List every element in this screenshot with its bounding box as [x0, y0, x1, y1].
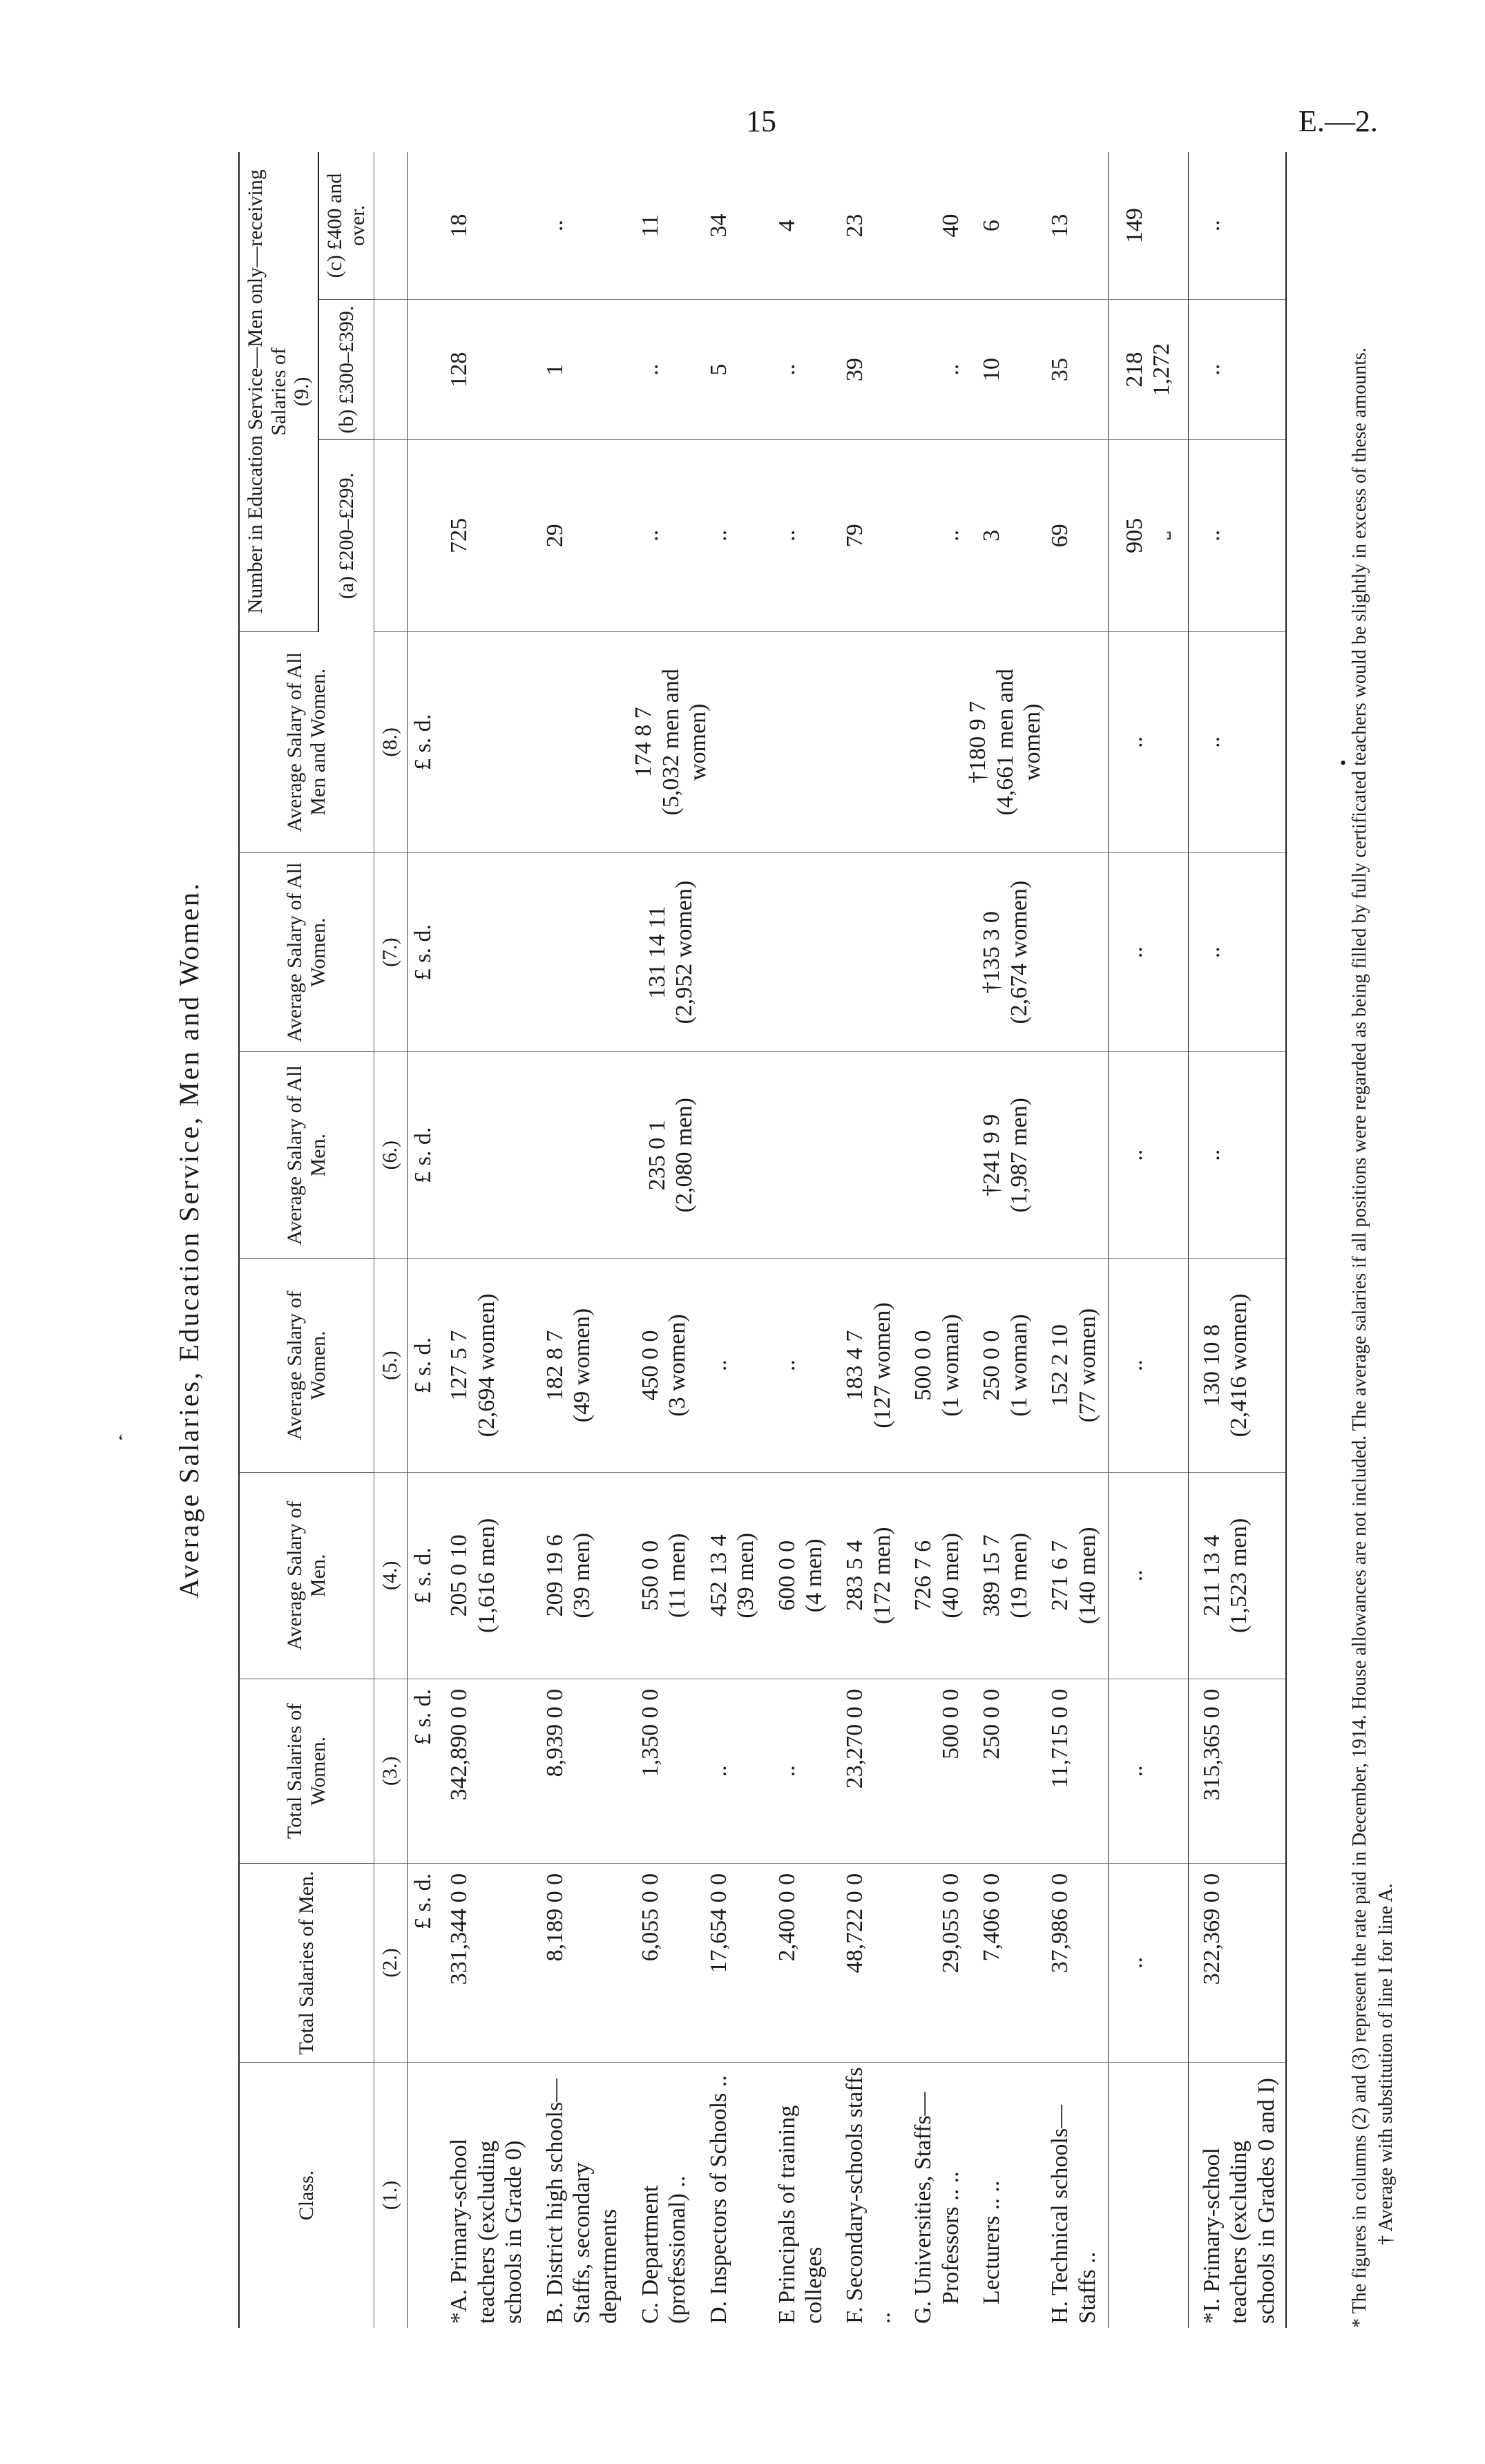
row-g-class: [903, 2063, 971, 2328]
row-a-c9a: 725: [439, 440, 534, 632]
row-lect-c5-val: 250 0 0: [979, 1330, 1005, 1401]
row-g-c5: [903, 1259, 971, 1473]
row-lect-c9b: 10: [971, 300, 1040, 440]
totals-c9b-val: 218: [1121, 352, 1147, 388]
row-a-c3: 342,890 0 0: [439, 1679, 534, 1863]
row-g-c3: 500 0 0: [903, 1679, 971, 1863]
row-i-c9a: ..: [1188, 440, 1286, 632]
totals-brace: ⎵: [1148, 531, 1171, 540]
units-c4: £ s. d.: [407, 1472, 439, 1679]
row-f-c3: 23,270 0 0: [834, 1679, 903, 1863]
row-i-c5-val: 130 10 8: [1198, 1324, 1225, 1407]
row-h-c5: [1040, 1259, 1108, 1473]
footnote-2: † Average with substitution of line I for line A.: [1374, 1883, 1397, 2245]
header-total-women: Total Salaries of Women.: [239, 1679, 374, 1863]
row-lect-c3: 250 0 0: [971, 1679, 1040, 1863]
row-c-c9b: ..: [630, 300, 698, 440]
group1-c8: [439, 631, 903, 852]
row-b-c9c: ..: [535, 152, 630, 300]
group1-c7-val: 131 14 11: [644, 906, 670, 1000]
row-g-c9b: ..: [903, 300, 971, 440]
row-lect-c4: [971, 1472, 1040, 1679]
row-a-class: *A. Primary-school teachers (excluding schools in Grade 0): [446, 2138, 527, 2324]
totals-c7: ..: [1108, 852, 1188, 1051]
header-class: Class.: [239, 2063, 374, 2328]
colnum-7: (7.): [374, 852, 407, 1051]
colnum-6: (6.): [374, 1052, 407, 1259]
row-d-c4-note: (39 men): [733, 1533, 759, 1618]
stray-mark: ʻ: [117, 1430, 124, 1453]
rotated-table-block: [173, 152, 1457, 2328]
row-c-c5-val: 450 0 0: [637, 1330, 663, 1401]
group2-c6: [903, 1052, 1108, 1259]
row-lect-c4-val: 389 15 7: [979, 1534, 1005, 1617]
row-g-sub: Professors .. ..: [937, 2171, 964, 2304]
row-f-class: F. Secondary-schools staffs ..: [842, 2067, 895, 2324]
row-g-c4-val: 726 7 6: [910, 1540, 937, 1611]
row-d-c9c: 34: [698, 152, 767, 300]
footnote-1: * The figures in columns (2) and (3) represent the rate paid in December, 1914. House allowances are not included. The average salaries if all positions were regarded as being filled by fully certificated teachers would be slightly in excess of these amounts.: [1349, 347, 1370, 2328]
header-avg-all: Average Salary of All Men and Women.: [239, 631, 374, 852]
row-d-c5: ..: [698, 1259, 767, 1473]
row-lect-c4-note: (19 men): [1006, 1533, 1032, 1618]
row-i-c4-note: (1,523 men): [1226, 1518, 1252, 1633]
row-i-c3: 315,365 0 0: [1188, 1679, 1286, 1863]
row-e-c4-val: 600 0 0: [774, 1540, 800, 1611]
row-lect-c5: [971, 1259, 1040, 1473]
row-e-c4: [767, 1472, 835, 1679]
row-i-c5: [1188, 1259, 1286, 1473]
stray-dot: •: [1340, 753, 1347, 773]
row-b-class: B. District high schools—Staffs, secondary departments: [542, 2078, 622, 2324]
group2-c7-note: (2,674 women): [1006, 880, 1032, 1024]
totals-c3: ..: [1108, 1679, 1188, 1863]
row-f-c5: [834, 1259, 903, 1473]
row-i-c7: ..: [1188, 852, 1286, 1051]
row-c-c2: 6,055 0 0: [630, 1863, 698, 2062]
page-reference: E.—2.: [1299, 104, 1378, 138]
row-lect-label: Lecturers .. ..: [979, 2180, 1005, 2304]
units-c3: £ s. d.: [407, 1679, 439, 1863]
row-h-c2: 37,986 0 0: [1040, 1863, 1108, 2062]
row-c-c4-note: (11 men): [664, 1533, 691, 1618]
row-f-c4-note: (172 men): [869, 1527, 895, 1625]
group2-c7: [903, 852, 1108, 1051]
row-i-c5-note: (2,416 women): [1226, 1293, 1252, 1438]
row-i-c8: ..: [1188, 631, 1286, 852]
group2-c8-note: (4,661 men and women): [992, 669, 1046, 816]
colnum-8: (8.): [374, 631, 407, 852]
row-a-c4-val: 205 0 10: [446, 1534, 472, 1617]
row-a-c5-note: (2,694 women): [473, 1293, 499, 1438]
row-h-c4-note: (140 men): [1074, 1527, 1100, 1625]
page-number: 15: [746, 104, 776, 138]
row-b-c9a: 29: [535, 440, 630, 632]
row-lect-c5-note: (1 woman): [1006, 1314, 1032, 1417]
row-b-c9b: 1: [535, 300, 630, 440]
header-9b: (b) £300–£399.: [318, 300, 374, 440]
header-avg-men: Average Salary of Men.: [239, 1472, 374, 1679]
row-h-c5-val: 152 2 10: [1047, 1324, 1073, 1407]
header-total-men: Total Salaries of Men.: [239, 1863, 374, 2062]
row-b-c5-note: (49 women): [568, 1308, 595, 1423]
units-c7: £ s. d.: [407, 852, 439, 1051]
row-h-c3: 11,715 0 0: [1040, 1679, 1108, 1863]
header-number-men-text: Number in Education Service—Men only—receiving Salaries of: [244, 169, 290, 614]
row-f-c5-note: (127 women): [869, 1302, 895, 1429]
row-lect-c9c: 6: [971, 152, 1040, 300]
header-9c: (c) £400 and over.: [318, 152, 374, 300]
row-b-c4: [535, 1472, 630, 1679]
units-c8: £ s. d.: [407, 631, 439, 852]
row-d-c4: [698, 1472, 767, 1679]
group1-c6-val: 235 0 1: [644, 1120, 670, 1191]
group2-c8-val: †180 9 7: [965, 700, 991, 783]
row-a-c4-note: (1,616 men): [473, 1518, 499, 1633]
row-d-c2: 17,654 0 0: [698, 1863, 767, 2062]
row-a-c4: [439, 1472, 534, 1679]
units-c5: £ s. d.: [407, 1259, 439, 1473]
row-h-c9c: 13: [1040, 152, 1108, 300]
row-d-c3: ..: [698, 1679, 767, 1863]
row-h-class: H. Technical schools—Staffs ..: [1047, 2104, 1100, 2324]
row-b-c2: 8,189 0 0: [535, 1863, 630, 2062]
totals-c9a: [1108, 440, 1188, 632]
row-c-c4: [630, 1472, 698, 1679]
header-avg-all-women: Average Salary of All Women.: [239, 852, 374, 1051]
header-avg-women: Average Salary of Women.: [239, 1259, 374, 1473]
units-c6: £ s. d.: [407, 1052, 439, 1259]
totals-c9a-val: 905: [1121, 517, 1147, 553]
row-e-c5: ..: [767, 1259, 835, 1473]
row-i-c9c: ..: [1188, 152, 1286, 300]
row-a-c5-val: 127 5 7: [446, 1330, 472, 1401]
row-e-c2: 2,400 0 0: [767, 1863, 835, 2062]
table-title: Average Salaries, Education Service, Men and Women.: [173, 881, 204, 1598]
group2-c7-val: †135 3 0: [979, 911, 1005, 994]
colnum-3: (3.): [374, 1679, 407, 1863]
row-g-c4: [903, 1472, 971, 1679]
row-f-c4: [834, 1472, 903, 1679]
row-e-c3: ..: [767, 1679, 835, 1863]
row-b-c4-note: (39 men): [568, 1533, 595, 1618]
row-e-c4-note: (4 men): [801, 1538, 827, 1613]
row-e-c9b: ..: [767, 300, 835, 440]
row-e-c9c: 4: [767, 152, 835, 300]
totals-grand: 1,272: [1149, 343, 1175, 397]
group1-c7-note: (2,952 women): [671, 880, 698, 1024]
row-c-c5-note: (3 women): [664, 1314, 691, 1417]
row-f-c9b: 39: [834, 300, 903, 440]
row-f-c5-val: 183 4 7: [842, 1330, 868, 1401]
row-a-c9c: 18: [439, 152, 534, 300]
header-9a: (a) £200–£299.: [318, 440, 374, 632]
totals-c2: ..: [1108, 1863, 1188, 2062]
row-i-c4-val: 211 13 4: [1198, 1535, 1225, 1616]
row-b-c5: [535, 1259, 630, 1473]
row-g-c2: 29,055 0 0: [903, 1863, 971, 2062]
header-number-men-num: (9.): [290, 376, 314, 407]
row-a-c5: [439, 1259, 534, 1473]
totals-c9b: [1108, 300, 1188, 440]
group2-c6-note: (1,987 men): [1006, 1098, 1032, 1213]
row-a-c2: 331,344 0 0: [439, 1863, 534, 2062]
row-b-c4-val: 209 19 6: [542, 1534, 568, 1617]
row-h-c5-note: (77 women): [1074, 1308, 1100, 1423]
row-b-c3: 8,939 0 0: [535, 1679, 630, 1863]
salaries-table: [238, 152, 1287, 2328]
totals-c6: ..: [1108, 1052, 1188, 1259]
row-i-c2: 322,369 0 0: [1188, 1863, 1286, 2062]
row-f-c9c: 23: [834, 152, 903, 300]
row-g-heading: G. Universities, Staffs—: [910, 2092, 937, 2324]
row-d-c9a: ..: [698, 440, 767, 632]
group2-c8: [903, 631, 1108, 852]
group1-c7: [439, 852, 903, 1051]
row-g-c5-val: 500 0 0: [910, 1330, 937, 1401]
row-lect-c2: 7,406 0 0: [971, 1863, 1040, 2062]
row-h-c9b: 35: [1040, 300, 1108, 440]
colnum-4: (4.): [374, 1472, 407, 1679]
header-number-men: [239, 152, 318, 631]
group2-c6-val: †241 9 9: [979, 1114, 1005, 1196]
header-avg-all-men: Average Salary of All Men.: [239, 1052, 374, 1259]
row-f-c2: 48,722 0 0: [834, 1863, 903, 2062]
row-c-c3: 1,350 0 0: [630, 1679, 698, 1863]
colnum-5: (5.): [374, 1259, 407, 1473]
group1-c8-val: 174 8 7: [631, 707, 657, 778]
row-g-c9a: ..: [903, 440, 971, 632]
row-g-c9c: 40: [903, 152, 971, 300]
row-a-c9b: 128: [439, 300, 534, 440]
group1-c8-note: (5,032 men and women): [658, 669, 711, 816]
totals-c9c: 149: [1108, 152, 1188, 300]
group1-c6-note: (2,080 men): [671, 1098, 698, 1213]
row-f-c9a: 79: [834, 440, 903, 632]
row-i-c9b: ..: [1188, 300, 1286, 440]
row-d-c4-val: 452 13 4: [705, 1534, 731, 1617]
footnotes: [1347, 152, 1399, 2328]
totals-c4: ..: [1108, 1472, 1188, 1679]
row-b-c5-val: 182 8 7: [542, 1330, 568, 1401]
row-c-c9c: 11: [630, 152, 698, 300]
totals-c5: ..: [1108, 1259, 1188, 1473]
row-e-class: E Principals of training colleges: [774, 2105, 827, 2324]
row-d-class: D. Inspectors of Schools ..: [705, 2075, 731, 2324]
row-g-c4-note: (40 men): [937, 1533, 964, 1618]
colnum-1: (1.): [374, 2063, 407, 2328]
row-i-c6: ..: [1188, 1052, 1286, 1259]
row-c-class: C. Department (professional) ..: [637, 2175, 691, 2324]
row-d-c9b: 5: [698, 300, 767, 440]
row-h-c4: [1040, 1472, 1108, 1679]
row-lect-class: [971, 2063, 1040, 2328]
row-c-c9a: ..: [630, 440, 698, 632]
row-g-c5-note: (1 woman): [937, 1314, 964, 1417]
group1-c6: [439, 1052, 903, 1259]
colnum-2: (2.): [374, 1863, 407, 2062]
row-e-c9a: ..: [767, 440, 835, 632]
row-i-c4: [1188, 1472, 1286, 1679]
row-c-c5: [630, 1259, 698, 1473]
row-f-c4-val: 283 5 4: [842, 1540, 868, 1611]
row-h-c9a: 69: [1040, 440, 1108, 632]
row-lect-c9a: 3: [971, 440, 1040, 632]
row-c-c4-val: 550 0 0: [637, 1540, 663, 1611]
row-h-c4-val: 271 6 7: [1047, 1540, 1073, 1611]
units-c2: £ s. d.: [407, 1863, 439, 2062]
totals-c8: ..: [1108, 631, 1188, 852]
row-i-class: *I. Primary-school teachers (excluding schools in Grades 0 and I): [1188, 2063, 1286, 2328]
